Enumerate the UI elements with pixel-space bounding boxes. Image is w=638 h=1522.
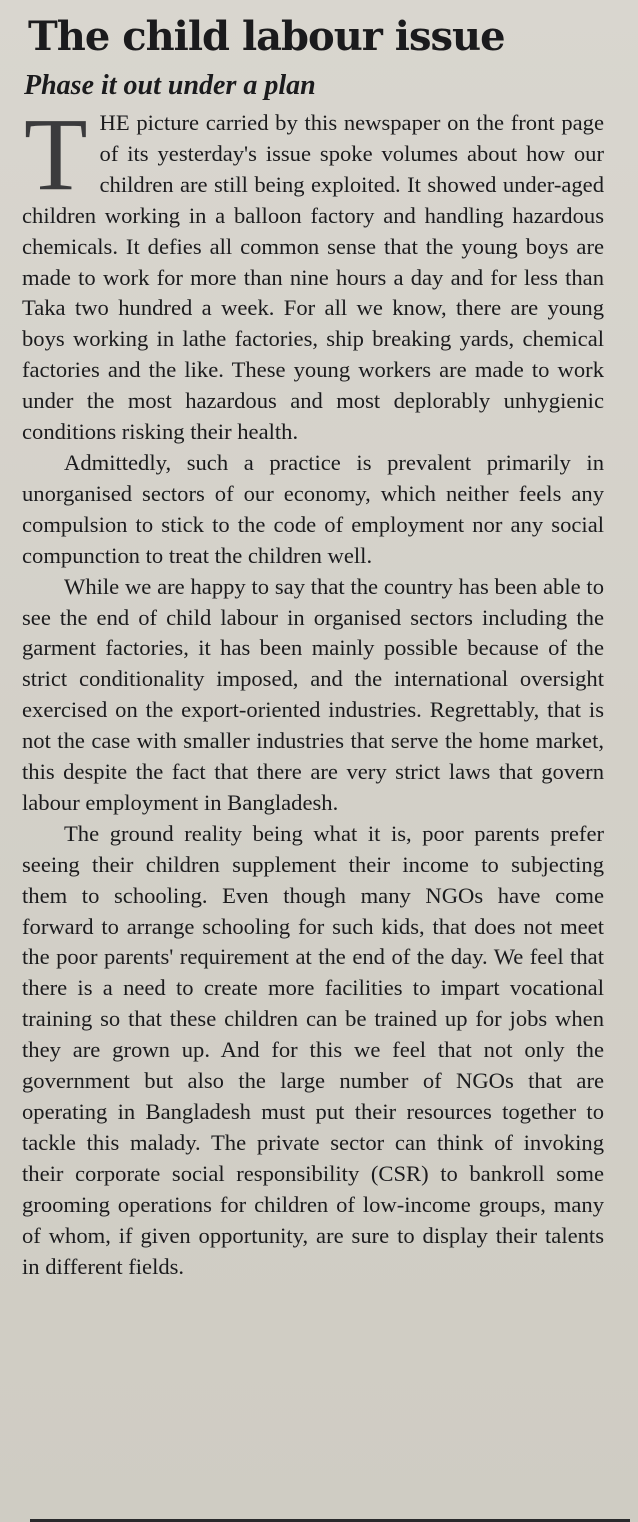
headline: The child labour issue [28,13,505,60]
drop-cap: T [24,97,88,212]
subheadline: Phase it out under a plan [24,70,316,101]
paragraph-1-text: HE picture carried by this newspaper on the front page of its yesterday's issue spoke volumes about how our children are still being exploited. It showed under-aged children working in a balloon factory and handling hazardous chemicals. It defies all common sense that the young boys are made to work for more than nine hours a day and for less than Taka two hundred a week. For all we know, there are young boys working in lathe factories, ship breaking yards, chemical factories and the like. These young workers are made to work under the most hazardous and most deplorably unhygienic conditions risking their health. [22,110,604,445]
paragraph-2: Admittedly, such a practice is prevalent primarily in unorganised sectors of our economy, which neither feels any compulsion to stick to the code of employment nor any social compunction to treat the children well. [22,449,604,568]
paragraph-4: The ground reality being what it is, poor parents prefer seeing their children supplement their income to subjecting them to schooling. Even though many NGOs have come forward to arrange schooling for such kids, that does not meet the poor parents' requirement at the end of the day. We feel that there is a need to create more facilities to impart vocational training so that these children can be trained up for jobs when they are grown up. And for this we feel that not only the government but also the large number of NGOs that are operating in Bangladesh must put their resources together to tackle this malady. The private sector can think of invoking their corporate social responsibility (CSR) to bankroll some grooming operations for children of low-income groups, many of whom, if given opportunity, are sure to display their talents in different fields. [22,820,604,1279]
article-body [22,97,604,1282]
paragraph-1 [22,97,604,448]
paragraph-3: While we are happy to say that the country has been able to see the end of child labour in organised sectors including the garment factories, it has been mainly possible because of the strict conditionality imposed, and the international oversight exercised on the export-oriented industries. Regrettably, that is not the case with smaller industries that serve the home market, this despite the fact that there are very strict laws that govern labour employment in Bangladesh. [22,573,604,815]
